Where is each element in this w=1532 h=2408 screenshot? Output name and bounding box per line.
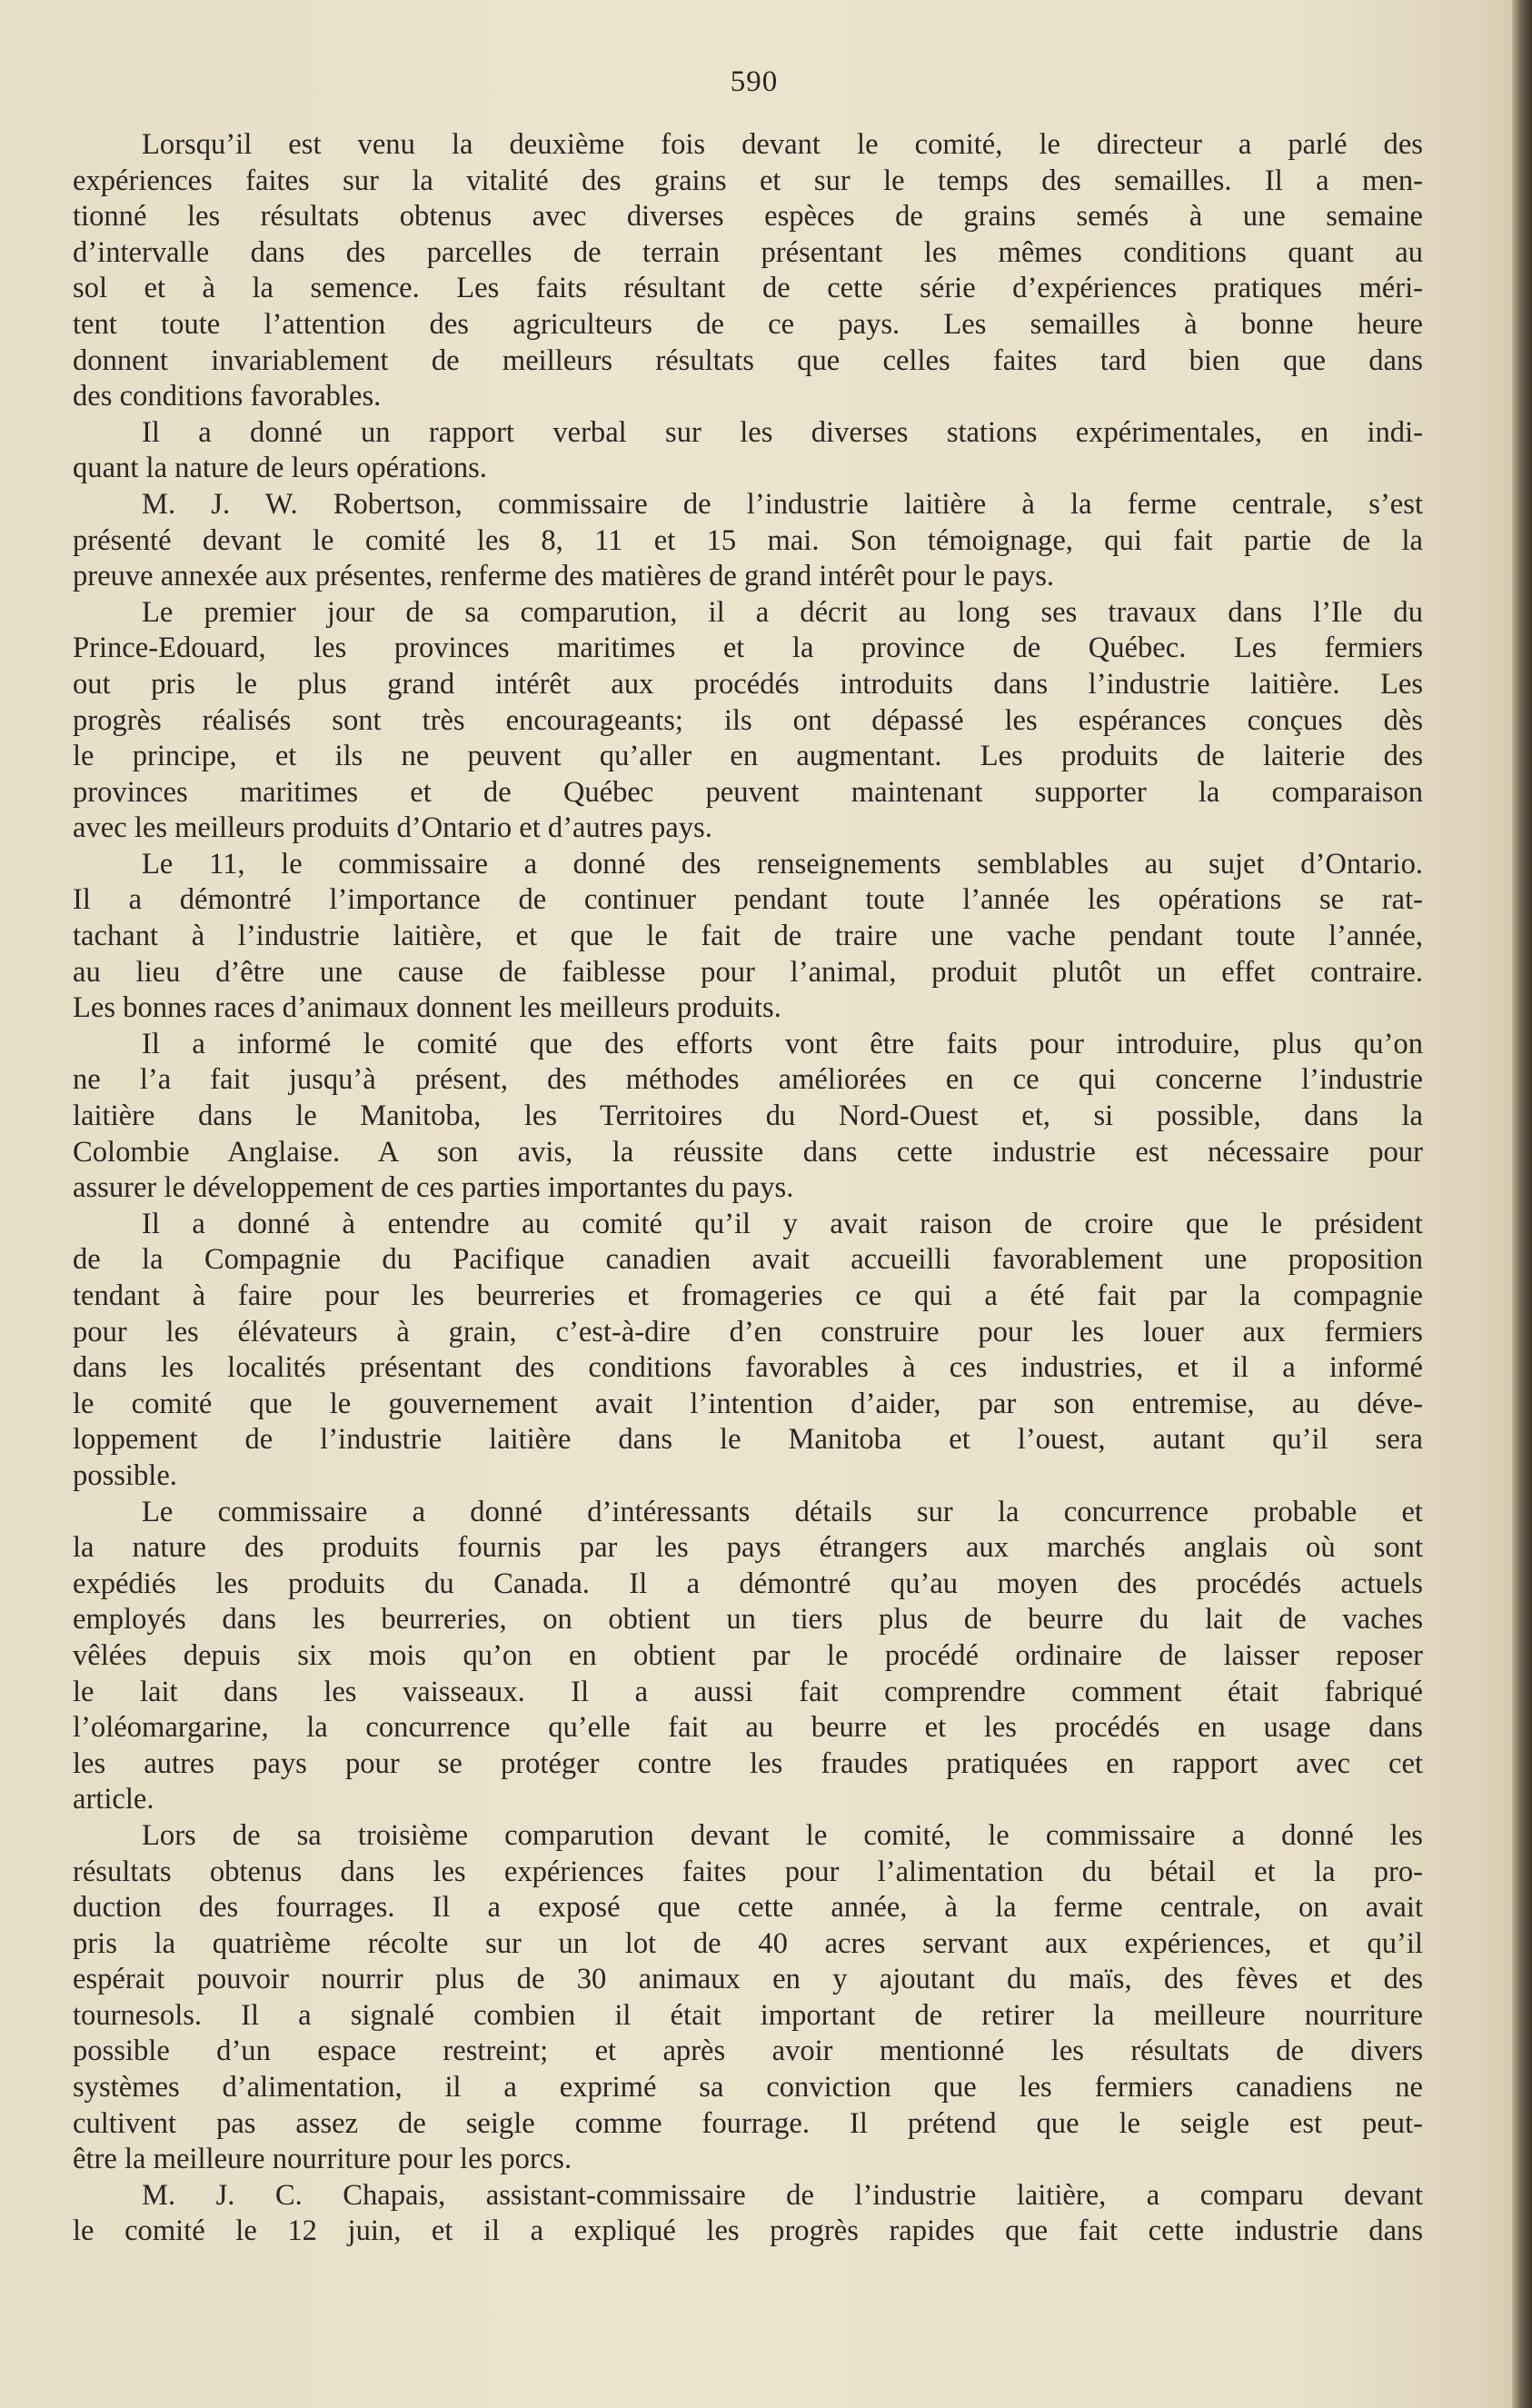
text-line: loppement de l’industrie laitière dans le Manitoba et l’ouest, autant qu’il sera bbox=[73, 1423, 1423, 1457]
text-line: la nature des produits fournis par les pays étrangers aux marchés anglais où sont bbox=[73, 1531, 1423, 1565]
text-line: Colombie Anglaise. A son avis, la réussite dans cette industrie est nécessaire pour bbox=[73, 1135, 1423, 1169]
text-line: Lors de sa troisième comparution devant le comité, le commissaire a donné les bbox=[142, 1818, 1423, 1852]
text-line: le principe, et ils ne peuvent qu’aller en augmentant. Les produits de laiterie des bbox=[73, 740, 1423, 773]
page-binding-edge bbox=[1512, 0, 1532, 2408]
text-line: out pris le plus grand intérêt aux procédés introduits dans l’industrie laitière. Les bbox=[73, 667, 1423, 701]
text-line: possible d’un espace restreint; et après avoir mentionné les résultats de divers bbox=[73, 2035, 1423, 2068]
text-line: avec les meilleurs produits d’Ontario et d’autres pays. bbox=[73, 811, 712, 845]
text-line: tent toute l’attention des agriculteurs de ce pays. Les semailles à bonne heure bbox=[73, 307, 1423, 341]
text-line: quant la nature de leurs opérations. bbox=[73, 452, 487, 485]
text-line: résultats obtenus dans les expériences faites pour l’alimentation du bétail et la pro- bbox=[73, 1855, 1423, 1888]
text-line: pour les élévateurs à grain, c’est-à-dire d’en construire pour les louer aux fermiers bbox=[73, 1315, 1423, 1348]
text-line: de la Compagnie du Pacifique canadien avait accueilli favorablement une proposition bbox=[73, 1243, 1423, 1277]
text-line: tionné les résultats obtenus avec diverses espèces de grains semés à une semaine bbox=[73, 200, 1423, 234]
text-line: tendant à faire pour les beurreries et fromageries ce qui a été fait par la compagnie bbox=[73, 1279, 1423, 1312]
text-line: tournesols. Il a signalé combien il était important de retirer la meilleure nourriture bbox=[73, 1998, 1423, 2032]
text-line: cultivent pas assez de seigle comme fourrage. Il prétend que le seigle est peut- bbox=[73, 2106, 1423, 2140]
text-line: preuve annexée aux présentes, renferme des matières de grand intérêt pour le pays. bbox=[73, 560, 1055, 593]
text-line: les autres pays pour se protéger contre les fraudes pratiquées en rapport avec cet bbox=[73, 1746, 1423, 1780]
text-line: le comité le 12 juin, et il a expliqué les progrès rapides que fait cette industrie dans bbox=[73, 2214, 1423, 2248]
paragraph bbox=[73, 1495, 1423, 1818]
paragraph bbox=[73, 1818, 1423, 2178]
text-line: dans les localités présentant des conditions favorables à ces industries, et il a informé bbox=[73, 1351, 1423, 1385]
text-line: duction des fourrages. Il a exposé que cette année, à la ferme centrale, on avait bbox=[73, 1891, 1423, 1925]
text-line: des conditions favorables. bbox=[73, 380, 382, 413]
paragraph bbox=[73, 415, 1423, 487]
text-line: Il a informé le comité que des efforts vont être faits pour introduire, plus qu’on bbox=[142, 1027, 1423, 1060]
text-line: l’oléomargarine, la concurrence qu’elle fait au beurre et les procédés en usage dans bbox=[73, 1711, 1423, 1745]
text-line: Les bonnes races d’animaux donnent les meilleurs produits. bbox=[73, 991, 781, 1025]
text-line: tachant à l’industrie laitière, et que le fait de traire une vache pendant toute l’année, bbox=[73, 920, 1423, 953]
paragraph bbox=[73, 1027, 1423, 1207]
text-line: sol et à la semence. Les faits résultant de cette série d’expériences pratiques méri- bbox=[73, 272, 1423, 305]
text-line: Le commissaire a donné d’intéressants détails sur la concurrence probable et bbox=[142, 1495, 1423, 1528]
text-line: Il a donné à entendre au comité qu’il y avait raison de croire que le président bbox=[142, 1207, 1423, 1240]
text-line: assurer le développement de ces parties importantes du pays. bbox=[73, 1171, 794, 1205]
text-line: être la meilleure nourriture pour les porcs. bbox=[73, 2143, 572, 2176]
text-line: Prince-Edouard, les provinces maritimes et la province de Québec. Les fermiers bbox=[73, 632, 1423, 665]
text-line: d’intervalle dans des parcelles de terrain présentant les mêmes conditions quant au bbox=[73, 235, 1423, 269]
paragraph bbox=[73, 127, 1423, 415]
text-line: Le 11, le commissaire a donné des renseignements semblables au sujet d’Ontario. bbox=[142, 847, 1423, 881]
text-line: au lieu d’être une cause de faiblesse pour l’animal, produit plutôt un effet contraire. bbox=[73, 955, 1423, 989]
text-line: vêlées depuis six mois qu’on en obtient par le procédé ordinaire de laisser reposer bbox=[73, 1638, 1423, 1672]
text-line: Il a donné un rapport verbal sur les diverses stations expérimentales, en indi- bbox=[142, 415, 1423, 449]
text-line: expériences faites sur la vitalité des grains et sur le temps des semailles. Il a men- bbox=[73, 164, 1423, 197]
text-line: Il a démontré l’importance de continuer pendant toute l’année les opérations se rat- bbox=[73, 883, 1423, 917]
text-line: présenté devant le comité les 8, 11 et 15 mai. Son témoignage, qui fait partie de la bbox=[73, 523, 1423, 557]
text-line: laitière dans le Manitoba, les Territoires du Nord-Ouest et, si possible, dans la bbox=[73, 1100, 1423, 1133]
paragraph bbox=[73, 487, 1423, 595]
body-text bbox=[73, 127, 1423, 2250]
text-line: ne l’a fait jusqu’à présent, des méthodes améliorées en ce qui concerne l’industrie bbox=[73, 1063, 1423, 1097]
text-line: le comité que le gouvernement avait l’intention d’aider, par son entremise, au déve- bbox=[73, 1387, 1423, 1420]
text-line: Lorsqu’il est venu la deuxième fois devant le comité, le directeur a parlé des bbox=[142, 128, 1423, 161]
text-line: pris la quatrième récolte sur un lot de 40 acres servant aux expériences, et qu’il bbox=[73, 1926, 1423, 1960]
text-line: M. J. C. Chapais, assistant-commissaire de l’industrie laitière, a comparu devant bbox=[142, 2178, 1423, 2212]
text-line: provinces maritimes et de Québec peuvent maintenant supporter la comparaison bbox=[73, 775, 1423, 809]
paragraph bbox=[73, 595, 1423, 847]
paragraph bbox=[73, 2178, 1423, 2250]
text-line: article. bbox=[73, 1783, 154, 1816]
text-line: Le premier jour de sa comparution, il a décrit au long ses travaux dans l’Ile du bbox=[142, 595, 1423, 629]
text-line: donnent invariablement de meilleurs résultats que celles faites tard bien que dans bbox=[73, 343, 1423, 377]
text-line: le lait dans les vaisseaux. Il a aussi fait comprendre comment était fabriqué bbox=[73, 1675, 1423, 1708]
paragraph bbox=[73, 847, 1423, 1027]
page-number: 590 bbox=[730, 65, 779, 98]
text-line: espérait pouvoir nourrir plus de 30 animaux en y ajoutant du maïs, des fèves et des bbox=[73, 1963, 1423, 1996]
text-line: systèmes d’alimentation, il a exprimé sa conviction que les fermiers canadiens ne bbox=[73, 2071, 1423, 2105]
text-line: employés dans les beurreries, on obtient un tiers plus de beurre du lait de vaches bbox=[73, 1603, 1423, 1637]
text-line: possible. bbox=[73, 1458, 177, 1492]
text-line: M. J. W. Robertson, commissaire de l’industrie laitière à la ferme centrale, s’est bbox=[142, 487, 1423, 521]
text-line: progrès réalisés sont très encourageants; ils ont dépassé les espérances conçues dès bbox=[73, 703, 1423, 737]
paragraph bbox=[73, 1207, 1423, 1495]
text-line: expédiés les produits du Canada. Il a démontré qu’au moyen des procédés actuels bbox=[73, 1567, 1423, 1600]
